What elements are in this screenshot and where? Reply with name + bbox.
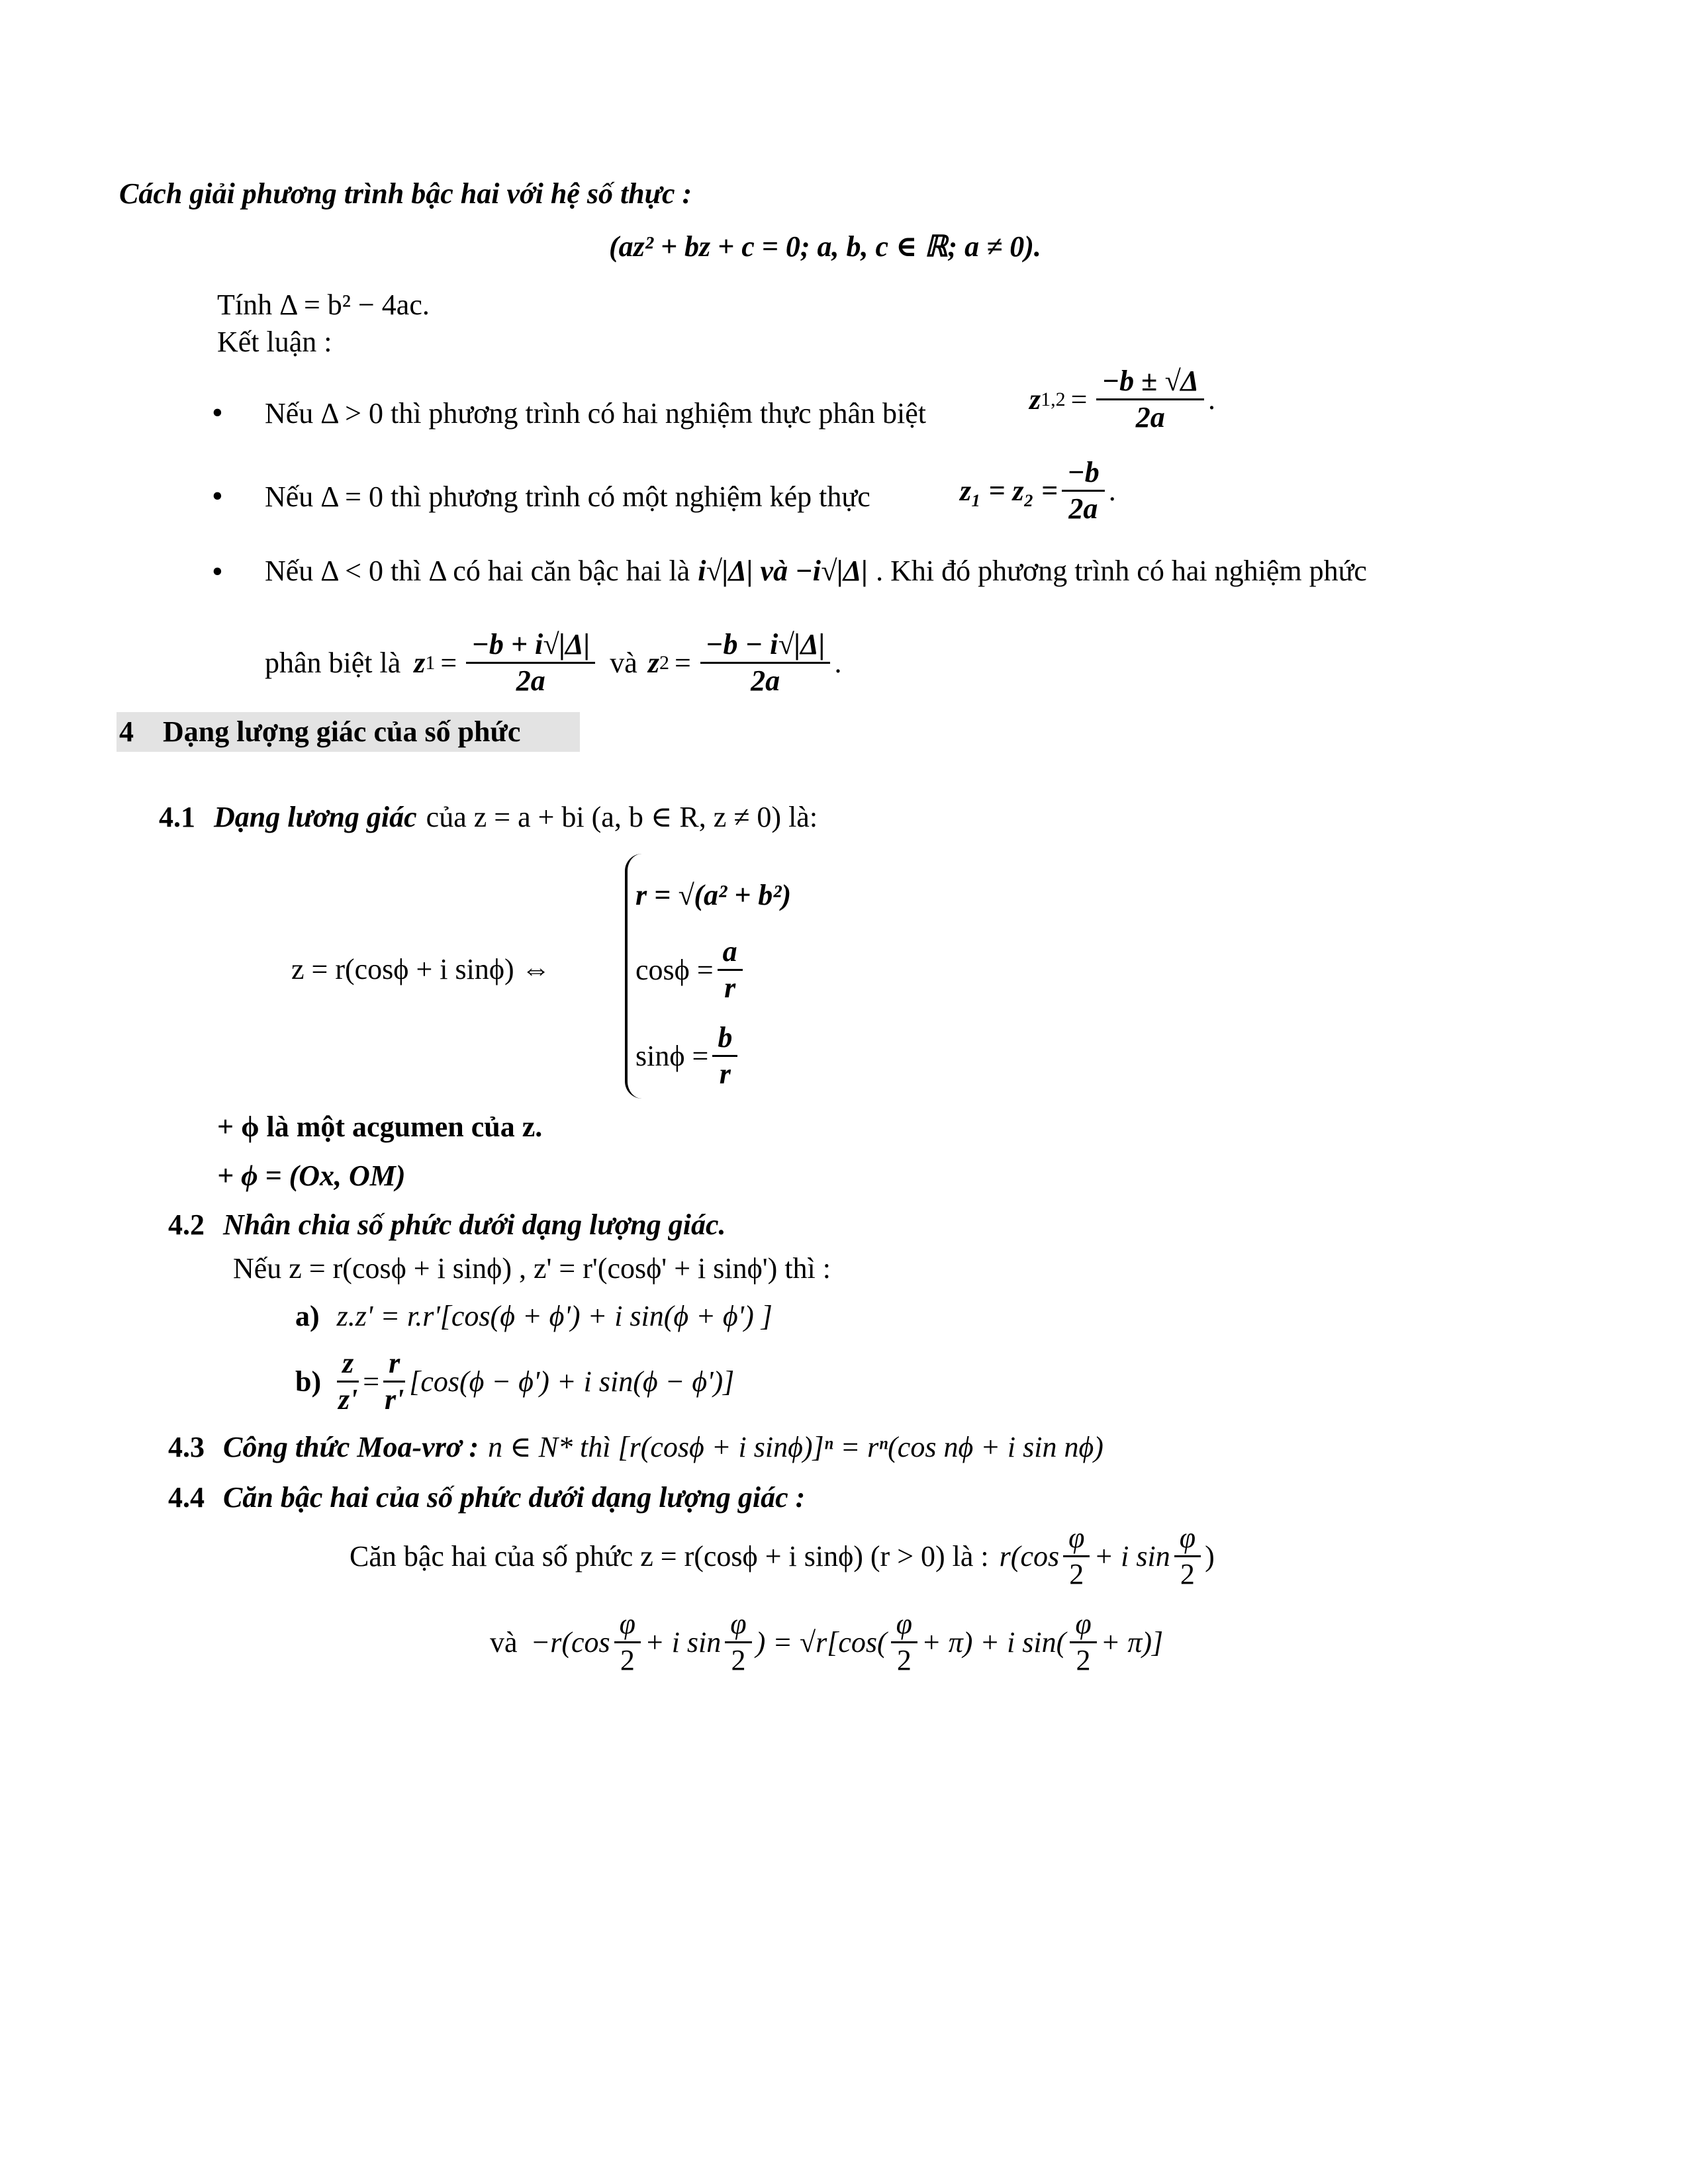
s42-b-r-den: r' bbox=[384, 1383, 404, 1416]
bullet-icon: • bbox=[212, 478, 223, 514]
case1-lhs: z bbox=[1029, 383, 1041, 416]
phi-num: φ bbox=[614, 1608, 641, 1643]
s44-l2-part-e: + π)] bbox=[1100, 1625, 1164, 1659]
s44-l2-part-c: ) = √r[cos( bbox=[755, 1625, 887, 1659]
phi-num: φ bbox=[1174, 1522, 1201, 1557]
case1-fraction bbox=[1096, 365, 1204, 434]
two-den: 2 bbox=[731, 1644, 746, 1677]
z2-numerator: −b − i√|Δ| bbox=[700, 629, 831, 664]
s44-l1-part-a: r(cos bbox=[999, 1539, 1060, 1572]
s41-rest: của z = a + bi (a, b ∈ R, z ≠ 0) là: bbox=[426, 801, 818, 833]
s41-lhs: z = r(cosϕ + i sinϕ) ⇔ bbox=[291, 953, 551, 985]
intro-title: Cách giải phương trình bậc hai với hệ số thực : bbox=[119, 177, 692, 210]
phi-half-fraction bbox=[725, 1608, 751, 1677]
case2-lhs: z₁ = z₂ = bbox=[960, 474, 1058, 507]
phi-half-fraction bbox=[614, 1608, 641, 1677]
z2-denominator: 2a bbox=[751, 664, 780, 698]
z2-fraction bbox=[700, 629, 831, 698]
s44-l2-part-d: + π) + i sin( bbox=[921, 1625, 1066, 1659]
s41-sin-lhs: sinϕ = bbox=[635, 1039, 709, 1072]
s42-b-z-den: z' bbox=[338, 1383, 358, 1416]
s41-sin-den: r bbox=[719, 1058, 731, 1091]
two-den: 2 bbox=[896, 1644, 912, 1677]
phi-half-fraction bbox=[1070, 1608, 1096, 1677]
case3-roots: i√|Δ| và −i√|Δ| bbox=[698, 555, 868, 587]
z1-fraction bbox=[466, 629, 595, 698]
conclusion-label: Kết luận : bbox=[217, 326, 332, 358]
case1-denominator: 2a bbox=[1135, 401, 1165, 434]
two-den: 2 bbox=[1069, 1558, 1084, 1591]
s41-cos-lhs: cosϕ = bbox=[635, 953, 714, 986]
phi-num: φ bbox=[891, 1608, 917, 1643]
s41-sin-num: b bbox=[712, 1022, 737, 1057]
case1-formula: z 1,2 = $\frac{-b \pm √\Delta}{2a}$ . bbox=[1029, 365, 1215, 434]
s42-b-z-num: z bbox=[337, 1347, 359, 1383]
phi-num: φ bbox=[1070, 1608, 1096, 1643]
case2-numerator: −b bbox=[1062, 457, 1105, 492]
case3-label: phân biệt là bbox=[265, 646, 401, 679]
s44-l2-part-a: −r(cos bbox=[530, 1625, 610, 1659]
s41-r-eq: r = √(a² + b²) bbox=[635, 879, 792, 911]
case2-text: Nếu Δ = 0 thì phương trình có một nghiệm kép thực bbox=[265, 480, 870, 513]
s41-sin-fraction bbox=[712, 1022, 737, 1091]
s43-formula: n ∈ N* thì [r(cosϕ + i sinϕ)]ⁿ = rⁿ(cos nϕ + i sin nϕ) bbox=[488, 1431, 1103, 1463]
s44-line1-text: Căn bậc hai của số phức z = r(cosϕ + i sinϕ) (r > 0) là : bbox=[350, 1539, 989, 1572]
phi-half-fraction bbox=[891, 1608, 917, 1677]
quadratic-equation: (az² + bz + c = 0; a, b, c ∈ ℝ; a ≠ 0). bbox=[609, 230, 1041, 263]
s42-b-rest: [cos(ϕ − ϕ') + i sin(ϕ − ϕ')] bbox=[409, 1365, 735, 1398]
phi-half-fraction bbox=[1063, 1522, 1090, 1591]
s41-cos-num: a bbox=[718, 936, 743, 971]
two-den: 2 bbox=[620, 1644, 635, 1677]
s42-title: Nhân chia số phức dưới dạng lượng giác. bbox=[223, 1208, 726, 1241]
bullet-icon: • bbox=[212, 395, 223, 430]
s44-l1-part-c: ) bbox=[1205, 1539, 1215, 1572]
s42-a-line bbox=[295, 1300, 773, 1334]
two-den: 2 bbox=[1076, 1644, 1091, 1677]
s44-number: 4.4 bbox=[168, 1481, 205, 1514]
and-word: và bbox=[610, 646, 637, 679]
z1-denominator: 2a bbox=[516, 664, 545, 698]
z1-numerator: −b + i√|Δ| bbox=[466, 629, 595, 664]
s44-l2-part-b: + i sin bbox=[645, 1625, 722, 1659]
case1-numerator: −b ± √Δ bbox=[1096, 365, 1204, 400]
s41-line bbox=[159, 801, 818, 835]
s44-title-line bbox=[168, 1481, 805, 1515]
case3-text-a: Nếu Δ < 0 thì Δ có hai căn bậc hai là bbox=[265, 555, 690, 587]
s42-b-label: b) bbox=[295, 1365, 322, 1398]
s41-cos-den: r bbox=[724, 972, 736, 1005]
case2-fraction bbox=[1062, 457, 1105, 525]
two-den: 2 bbox=[1180, 1558, 1195, 1591]
phi-num: φ bbox=[1063, 1522, 1090, 1557]
s42-b-r-fraction bbox=[383, 1347, 405, 1416]
s41-label: Dạng lương giác bbox=[214, 801, 417, 833]
s44-line1 bbox=[350, 1522, 1215, 1591]
case1-text: Nếu Δ > 0 thì phương trình có hai nghiệm thực phân biệt bbox=[265, 397, 927, 430]
s42-b-line: b) $\frac{z}{z'}$ = $\frac{r}{r'}$ [cos(ϕ − ϕ') + i sin(ϕ − ϕ')] bbox=[295, 1347, 735, 1416]
delta-definition: Tính Δ = b² − 4ac. bbox=[217, 289, 430, 321]
s41-number: 4.1 bbox=[159, 801, 195, 833]
case3-line2: phân biệt là z 1 = $\frac{-b + i√|\Delta|}{2a}$ và z 2 = $\frac{-b - i√|\Delta|}{2a}$ . bbox=[265, 628, 842, 698]
s42-condition: Nếu z = r(cosϕ + i sinϕ) , z' = r'(cosϕ' + i sinϕ') thì : bbox=[233, 1252, 831, 1285]
s42-title-line bbox=[168, 1208, 726, 1242]
section-4-heading bbox=[117, 712, 580, 752]
s44-label: Căn bậc hai của số phức dưới dạng lượng giác : bbox=[223, 1481, 806, 1514]
s42-number: 4.2 bbox=[168, 1208, 205, 1241]
s44-l1-part-b: + i sin bbox=[1094, 1539, 1170, 1572]
s41-sin-eq bbox=[635, 1022, 741, 1091]
s42-a-label: a) bbox=[295, 1300, 320, 1332]
phi-num: φ bbox=[725, 1608, 751, 1643]
case3-text-b: . Khi đó phương trình có hai nghiệm phức bbox=[876, 555, 1367, 587]
s42-b-z-fraction bbox=[337, 1347, 359, 1416]
section-4-title: Dạng lượng giác của số phức bbox=[163, 715, 521, 748]
s43-label: Công thức Moa-vrơ : bbox=[223, 1431, 479, 1463]
case2-denominator: 2a bbox=[1068, 492, 1098, 525]
s42-b-r-num: r bbox=[383, 1347, 405, 1383]
case2-formula: z₁ = z₂ = $\frac{-b}{2a}$ . bbox=[960, 456, 1116, 525]
bullet-icon: • bbox=[212, 554, 223, 589]
s44-line2 bbox=[490, 1608, 1163, 1677]
section-4-number: 4 bbox=[119, 715, 134, 748]
s44-l2-and: và bbox=[490, 1625, 518, 1659]
s41-note2: + ϕ = (Ox, OM) bbox=[217, 1160, 406, 1192]
case1-subscript: 1,2 bbox=[1041, 388, 1066, 410]
s41-note1: + ϕ là một acgumen của z. bbox=[217, 1111, 543, 1143]
case3-line1 bbox=[265, 555, 1367, 588]
s41-cos-eq bbox=[635, 936, 747, 1005]
s43-number: 4.3 bbox=[168, 1431, 205, 1463]
s42-a-formula: z.z' = r.r'[cos(ϕ + ϕ') + i sin(ϕ + ϕ') ] bbox=[336, 1300, 773, 1332]
phi-half-fraction bbox=[1174, 1522, 1201, 1591]
s41-cos-fraction bbox=[718, 936, 743, 1005]
s43-line bbox=[168, 1431, 1103, 1465]
